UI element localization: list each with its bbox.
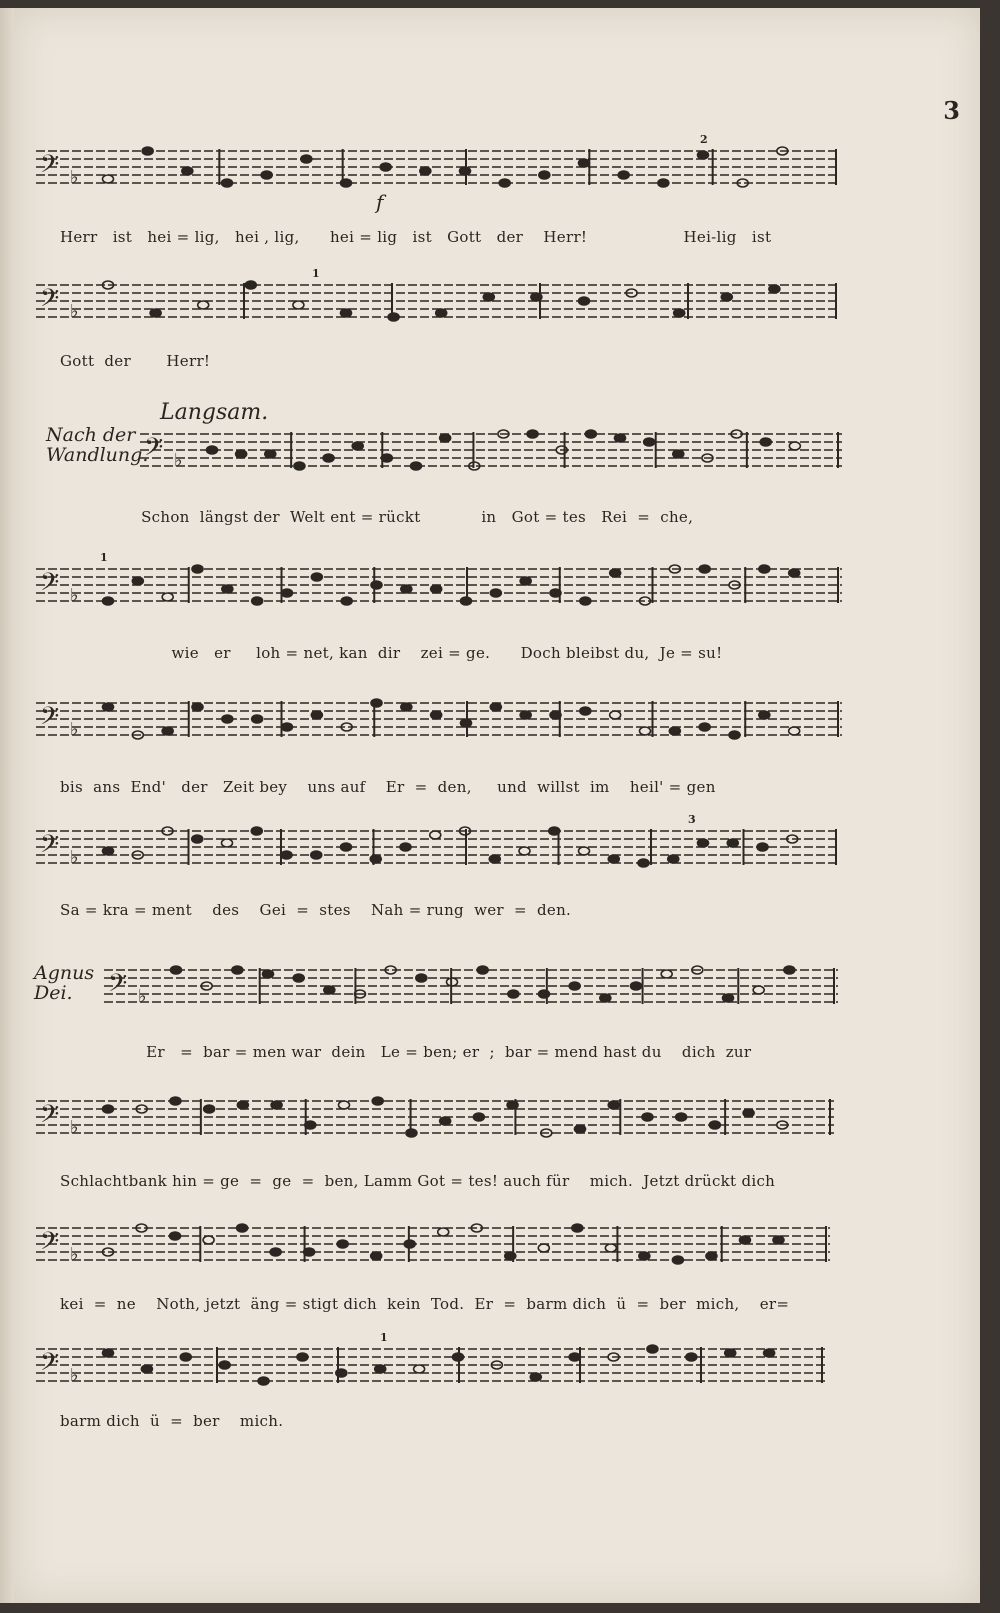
- note-head: [245, 281, 256, 289]
- note-head: [304, 1248, 315, 1256]
- note-head: [311, 851, 322, 859]
- note-head: [180, 1353, 191, 1361]
- note-head: [531, 293, 542, 301]
- staff-lines: [36, 1343, 826, 1391]
- staff-lines: [36, 697, 842, 745]
- note-head: [615, 434, 626, 442]
- note-head: [436, 309, 447, 317]
- staff-system-5: [36, 697, 842, 740]
- note-head: [743, 1109, 754, 1117]
- note-head: [204, 1105, 215, 1113]
- note-head: [103, 175, 114, 183]
- note-head: [585, 430, 596, 438]
- note-head: [198, 301, 209, 309]
- note-head: [519, 847, 530, 855]
- note-head: [572, 1224, 583, 1232]
- note-head: [600, 994, 611, 1002]
- note-head: [252, 715, 263, 723]
- tempo-marking: Langsam.: [160, 400, 269, 425]
- note-head: [311, 711, 322, 719]
- note-head: [698, 839, 709, 847]
- note-head: [729, 731, 740, 739]
- note-head: [400, 843, 411, 851]
- note-head: [171, 966, 182, 974]
- staff-system-1: [36, 145, 840, 188]
- note-head: [371, 581, 382, 589]
- note-head: [507, 1101, 518, 1109]
- lyrics-line-6: Sa = kra = ment des Gei = stes Nah = rung wer = den.: [60, 901, 572, 919]
- note-head: [431, 711, 442, 719]
- lyrics-line-2: Gott der Herr!: [60, 352, 211, 370]
- note-head: [642, 1113, 653, 1121]
- staff-lines: [36, 279, 840, 327]
- note-head: [527, 430, 538, 438]
- note-head: [644, 438, 655, 446]
- note-head: [170, 1097, 181, 1105]
- staff-lines: [104, 964, 838, 1012]
- note-head: [281, 851, 292, 859]
- flat-key-signature-icon: ♭: [138, 986, 147, 1007]
- note-head: [539, 990, 550, 998]
- note-head: [192, 703, 203, 711]
- note-head: [162, 593, 173, 601]
- note-head: [608, 855, 619, 863]
- note-head: [324, 986, 335, 994]
- note-head: [460, 167, 471, 175]
- note-head: [580, 707, 591, 715]
- note-head: [686, 1353, 697, 1361]
- staff-system-6: [36, 825, 840, 868]
- staff-system-9: [36, 1222, 830, 1265]
- note-head: [420, 167, 431, 175]
- note-head: [341, 309, 352, 317]
- flat-key-signature-icon: ♭: [70, 1365, 79, 1386]
- note-head: [252, 597, 263, 605]
- note-head: [672, 1256, 683, 1264]
- note-head: [639, 1252, 650, 1260]
- note-head: [489, 855, 500, 863]
- note-head: [499, 179, 510, 187]
- measure-number: 1: [100, 551, 108, 564]
- note-head: [236, 450, 247, 458]
- note-head: [297, 1353, 308, 1361]
- staff-lines: [36, 825, 840, 873]
- bass-clef-icon: 𝄢: [40, 830, 60, 865]
- note-head: [430, 831, 441, 839]
- note-head: [539, 171, 550, 179]
- note-head: [261, 171, 272, 179]
- staff-lines: [36, 1222, 830, 1270]
- note-head: [282, 723, 293, 731]
- note-head: [579, 159, 590, 167]
- staff-system-10: [36, 1343, 826, 1386]
- note-head: [323, 454, 334, 462]
- note-head: [222, 585, 233, 593]
- note-head: [263, 970, 274, 978]
- note-head: [380, 163, 391, 171]
- lyrics-line-7: Er = bar = men war dein Le = ben; er ; bar = mend hast du dich zur: [60, 1043, 752, 1061]
- note-head: [579, 847, 590, 855]
- note-head: [251, 827, 262, 835]
- note-head: [222, 715, 233, 723]
- note-head: [757, 843, 768, 851]
- flat-key-signature-icon: ♭: [70, 1117, 79, 1138]
- note-head: [610, 569, 621, 577]
- note-head: [608, 1101, 619, 1109]
- measure-number: 1: [312, 267, 320, 280]
- note-head: [132, 577, 143, 585]
- note-head: [668, 855, 679, 863]
- note-head: [658, 179, 669, 187]
- note-head: [431, 585, 442, 593]
- note-head: [709, 1121, 720, 1129]
- section-label: Nach der Wandlung.: [46, 424, 149, 466]
- note-head: [699, 565, 710, 573]
- note-head: [142, 147, 153, 155]
- note-head: [103, 847, 114, 855]
- lyrics-line-9: kei = ne Noth, jetzt äng = stigt dich kein Tod. Er = barm dich ü = ber mich, er=: [60, 1295, 790, 1313]
- note-head: [580, 597, 591, 605]
- note-head: [372, 1097, 383, 1105]
- note-head: [222, 179, 233, 187]
- lyrics-line-10: barm dich ü = ber mich.: [60, 1412, 284, 1430]
- note-head: [550, 589, 561, 597]
- page-number: 3: [943, 96, 960, 125]
- bass-clef-icon: 𝄢: [40, 568, 60, 603]
- note-head: [170, 1232, 181, 1240]
- note-head: [339, 1101, 350, 1109]
- note-head: [676, 1113, 687, 1121]
- note-head: [440, 1117, 451, 1125]
- staff-system-7: [104, 964, 838, 1007]
- note-head: [336, 1369, 347, 1377]
- note-head: [192, 565, 203, 573]
- note-head: [569, 1353, 580, 1361]
- note-head: [381, 454, 392, 462]
- note-head: [438, 1228, 449, 1236]
- note-head: [103, 597, 114, 605]
- staff-system-3: [140, 428, 842, 471]
- note-head: [549, 827, 560, 835]
- note-head: [610, 711, 621, 719]
- note-head: [203, 1236, 214, 1244]
- note-head: [706, 1252, 717, 1260]
- note-head: [490, 703, 501, 711]
- note-head: [222, 839, 233, 847]
- note-head: [401, 703, 412, 711]
- note-head: [789, 727, 800, 735]
- note-head: [311, 573, 322, 581]
- flat-key-signature-icon: ♭: [70, 301, 79, 322]
- note-head: [293, 301, 304, 309]
- note-head: [473, 1113, 484, 1121]
- note-head: [219, 1361, 230, 1369]
- note-head: [461, 597, 472, 605]
- flat-key-signature-icon: ♭: [70, 847, 79, 868]
- note-head: [579, 297, 590, 305]
- note-head: [784, 966, 795, 974]
- note-head: [294, 462, 305, 470]
- note-head: [282, 589, 293, 597]
- staff-system-2: [36, 279, 840, 322]
- measure-number: 2: [700, 133, 708, 146]
- staff-system-4: [36, 563, 842, 606]
- flat-key-signature-icon: ♭: [70, 1244, 79, 1265]
- lyrics-line-4: wie er loh = net, kan dir zei = ge. Doch bleibst du, Je = su!: [60, 644, 723, 662]
- note-head: [789, 569, 800, 577]
- note-head: [341, 843, 352, 851]
- flat-key-signature-icon: ♭: [70, 167, 79, 188]
- note-head: [508, 990, 519, 998]
- bass-clef-icon: 𝄢: [40, 1100, 60, 1135]
- note-head: [764, 1349, 775, 1357]
- note-head: [406, 1129, 417, 1137]
- note-head: [483, 293, 494, 301]
- staff-lines: [36, 1095, 834, 1143]
- note-head: [638, 859, 649, 867]
- note-head: [661, 970, 672, 978]
- note-head: [789, 442, 800, 450]
- note-head: [388, 313, 399, 321]
- note-head: [401, 585, 412, 593]
- bass-clef-icon: 𝄢: [40, 1348, 60, 1383]
- measure-number: 3: [688, 813, 696, 826]
- note-head: [520, 711, 531, 719]
- bass-clef-icon: 𝄢: [144, 433, 164, 468]
- bass-clef-icon: 𝄢: [40, 1227, 60, 1262]
- note-head: [759, 711, 770, 719]
- note-head: [721, 293, 732, 301]
- bass-clef-icon: 𝄢: [40, 150, 60, 185]
- note-head: [337, 1240, 348, 1248]
- note-head: [490, 589, 501, 597]
- note-head: [618, 171, 629, 179]
- note-head: [270, 1248, 281, 1256]
- note-head: [103, 1105, 114, 1113]
- note-head: [352, 442, 363, 450]
- bass-clef-icon: 𝄢: [108, 969, 128, 1004]
- note-head: [237, 1224, 248, 1232]
- lyrics-line-8: Schlachtbank hin = ge = ge = ben, Lamm Got = tes! auch für mich. Jetzt drückt dich: [60, 1172, 776, 1190]
- note-head: [232, 966, 243, 974]
- note-head: [341, 597, 352, 605]
- note-head: [725, 1349, 736, 1357]
- staff-system-8: [36, 1095, 834, 1138]
- note-head: [404, 1240, 415, 1248]
- note-head: [237, 1101, 248, 1109]
- note-head: [773, 1236, 784, 1244]
- note-head: [698, 151, 709, 159]
- flat-key-signature-icon: ♭: [70, 719, 79, 740]
- note-head: [575, 1125, 586, 1133]
- note-head: [411, 462, 422, 470]
- note-head: [550, 711, 561, 719]
- note-head: [520, 577, 531, 585]
- note-head: [182, 167, 193, 175]
- lyrics-line-1: Herr ist hei = lig, hei , lig, hei = lig ist Gott der Herr! Hei-lig ist: [60, 228, 772, 246]
- note-head: [647, 1345, 658, 1353]
- note-head: [461, 719, 472, 727]
- lyrics-line-5: bis ans End' der Zeit bey uns auf Er = den, und willst im heil' = gen: [60, 778, 716, 796]
- note-head: [293, 974, 304, 982]
- flat-key-signature-icon: ♭: [174, 450, 183, 471]
- note-head: [305, 1121, 316, 1129]
- note-head: [370, 855, 381, 863]
- note-head: [162, 727, 173, 735]
- note-head: [605, 1244, 616, 1252]
- note-head: [440, 434, 451, 442]
- note-head: [371, 1252, 382, 1260]
- note-head: [569, 982, 580, 990]
- note-head: [271, 1101, 282, 1109]
- lyrics-line-3: Schon längst der Welt ent = rückt in Got = tes Rei = che,: [60, 508, 694, 526]
- bass-clef-icon: 𝄢: [40, 284, 60, 319]
- note-head: [739, 1236, 750, 1244]
- note-head: [753, 986, 764, 994]
- note-head: [375, 1365, 386, 1373]
- note-head: [414, 1365, 425, 1373]
- staff-lines: [36, 145, 840, 193]
- note-head: [723, 994, 734, 1002]
- note-head: [538, 1244, 549, 1252]
- bass-clef-icon: 𝄢: [40, 702, 60, 737]
- note-head: [301, 155, 312, 163]
- staff-lines: [36, 563, 842, 611]
- note-head: [505, 1252, 516, 1260]
- flat-key-signature-icon: ♭: [70, 585, 79, 606]
- note-head: [769, 285, 780, 293]
- note-head: [192, 835, 203, 843]
- note-head: [453, 1353, 464, 1361]
- measure-number: 1: [380, 1331, 388, 1344]
- note-head: [103, 1349, 114, 1357]
- note-head: [341, 179, 352, 187]
- note-head: [207, 446, 218, 454]
- note-head: [631, 982, 642, 990]
- note-head: [416, 974, 427, 982]
- note-head: [371, 699, 382, 707]
- note-head: [640, 727, 651, 735]
- staff-lines: [140, 428, 842, 476]
- note-head: [727, 839, 738, 847]
- note-head: [150, 309, 161, 317]
- dynamic-marking: f: [376, 190, 384, 214]
- note-head: [258, 1377, 269, 1385]
- note-head: [265, 450, 276, 458]
- note-head: [699, 723, 710, 731]
- note-head: [760, 438, 771, 446]
- note-head: [669, 727, 680, 735]
- note-head: [477, 966, 488, 974]
- note-head: [673, 450, 684, 458]
- note-head: [103, 703, 114, 711]
- note-head: [759, 565, 770, 573]
- note-head: [530, 1373, 541, 1381]
- note-head: [674, 309, 685, 317]
- section-label: Agnus Dei.: [34, 962, 95, 1004]
- note-head: [141, 1365, 152, 1373]
